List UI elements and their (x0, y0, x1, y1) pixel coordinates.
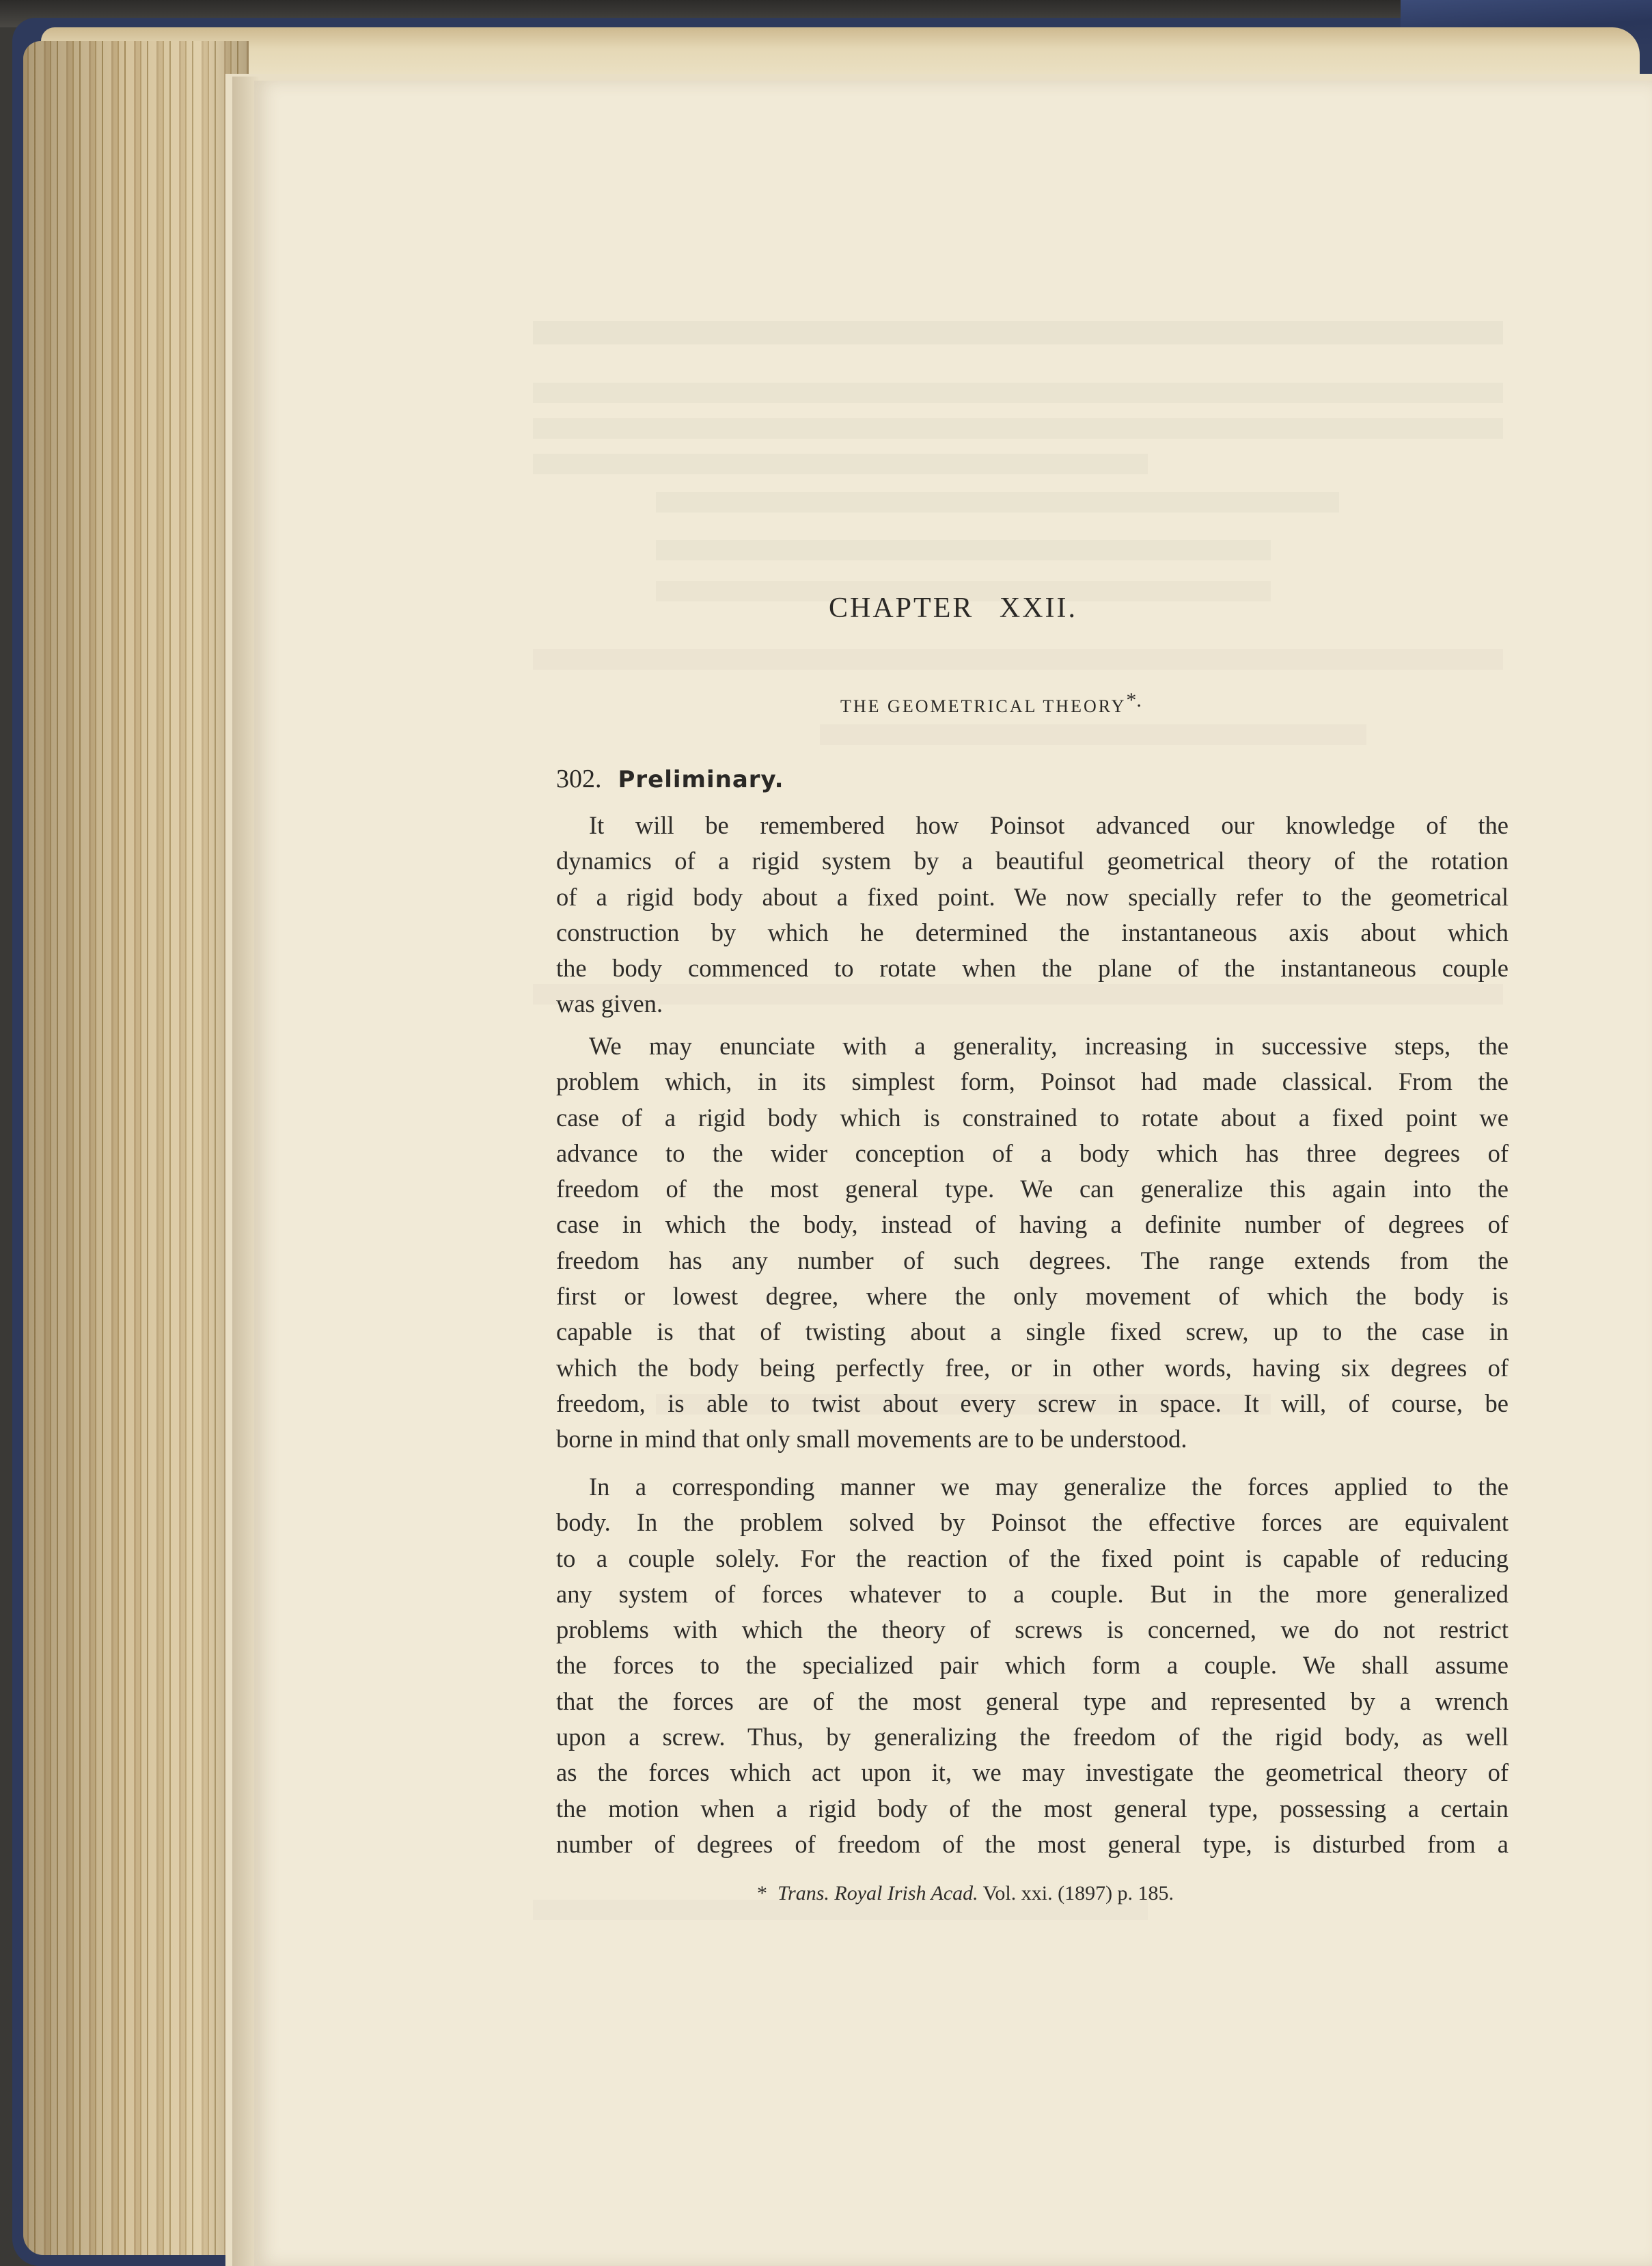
text-line: any system of forces whatever to a couple. But in the more generalized (556, 1579, 1509, 1608)
text-line: borne in mind that only small movements are to be understood. (556, 1425, 1187, 1453)
text-line: case of a rigid body which is constrained to rotate about a fixed point we (556, 1103, 1509, 1132)
text-line: as the forces which act upon it, we may investigate the geometrical theory of (556, 1758, 1509, 1787)
text-line: capable is that of twisting about a single fixed screw, up to the case in (556, 1318, 1509, 1346)
text-line: case in which the body, instead of having a definite number of degrees of (556, 1210, 1509, 1239)
text-line: advance to the wider conception of a body which has three degrees of (556, 1138, 1509, 1167)
footnote (757, 1882, 1174, 1905)
text-line: problem which, in its simplest form, Poinsot had made classical. From the (556, 1067, 1509, 1096)
chapter-subtitle (840, 689, 1142, 717)
footnote-marker: *. (1126, 689, 1142, 711)
section-title: Preliminary. (618, 766, 784, 793)
chapter-numeral: XXII. (999, 592, 1077, 624)
text-line: We may enunciate with a generality, increasing in successive steps, the (589, 1032, 1509, 1060)
text-line: the motion when a rigid body of the most general type, possessing a certain (556, 1794, 1509, 1823)
text-line: In a corresponding manner we may generalize the forces applied to the (589, 1473, 1509, 1501)
text-line: upon a screw. Thus, by generalizing the freedom of the rigid body, as well (556, 1723, 1509, 1751)
text-line: was given. (556, 989, 663, 1018)
paragraph-1 (556, 808, 1509, 1022)
text-line: problems with which the theory of screws is concerned, we do not restrict (556, 1615, 1509, 1644)
chapter-heading (254, 592, 1652, 625)
chapter-label: CHAPTER (829, 592, 974, 624)
subtitle-text: THE GEOMETRICAL THEORY (840, 696, 1127, 716)
text-line: freedom has any number of such degrees. The range extends from the (556, 1246, 1509, 1274)
text-line: freedom, is able to twist about every screw in space. It will, of course, be (556, 1389, 1509, 1417)
text-line: freedom of the most general type. We can generalize this again into the (556, 1175, 1509, 1203)
text-line: body. In the problem solved by Poinsot the effective forces are equivalent (556, 1508, 1509, 1537)
text-line: first or lowest degree, where the only movement of which the body is (556, 1282, 1509, 1311)
footnote-marker-text: * (757, 1882, 767, 1905)
text-line: of a rigid body about a fixed point. We now specially refer to the geometrical (556, 882, 1509, 911)
page-edges-shade (23, 41, 249, 2255)
paragraph-2 (556, 1028, 1509, 1458)
text-line: that the forces are of the most general type and represented by a wrench (556, 1687, 1509, 1715)
text-line: the body commenced to rotate when the plane of the instantaneous couple (556, 954, 1509, 983)
footnote-details: Vol. xxi. (1897) p. 185. (982, 1882, 1174, 1905)
text-line: to a couple solely. For the reaction of the fixed point is capable of reducing (556, 1544, 1509, 1572)
footnote-journal: Trans. Royal Irish Acad. (777, 1882, 978, 1905)
text-line: dynamics of a rigid system by a beautiful geometrical theory of the rotation (556, 847, 1509, 875)
text-line: the forces to the specialized pair which form a couple. We shall assume (556, 1651, 1509, 1680)
paragraph-3 (556, 1469, 1509, 1862)
text-line: construction by which he determined the instantaneous axis about which (556, 918, 1509, 946)
section-heading (556, 764, 784, 794)
section-number: 302. (556, 765, 602, 793)
text-line: number of degrees of freedom of the most general type, is disturbed from a (556, 1829, 1509, 1858)
text-line: It will be remembered how Poinsot advanced our knowledge of the (589, 811, 1509, 839)
text-line: which the body being perfectly free, or in other words, having six degrees of (556, 1353, 1509, 1382)
